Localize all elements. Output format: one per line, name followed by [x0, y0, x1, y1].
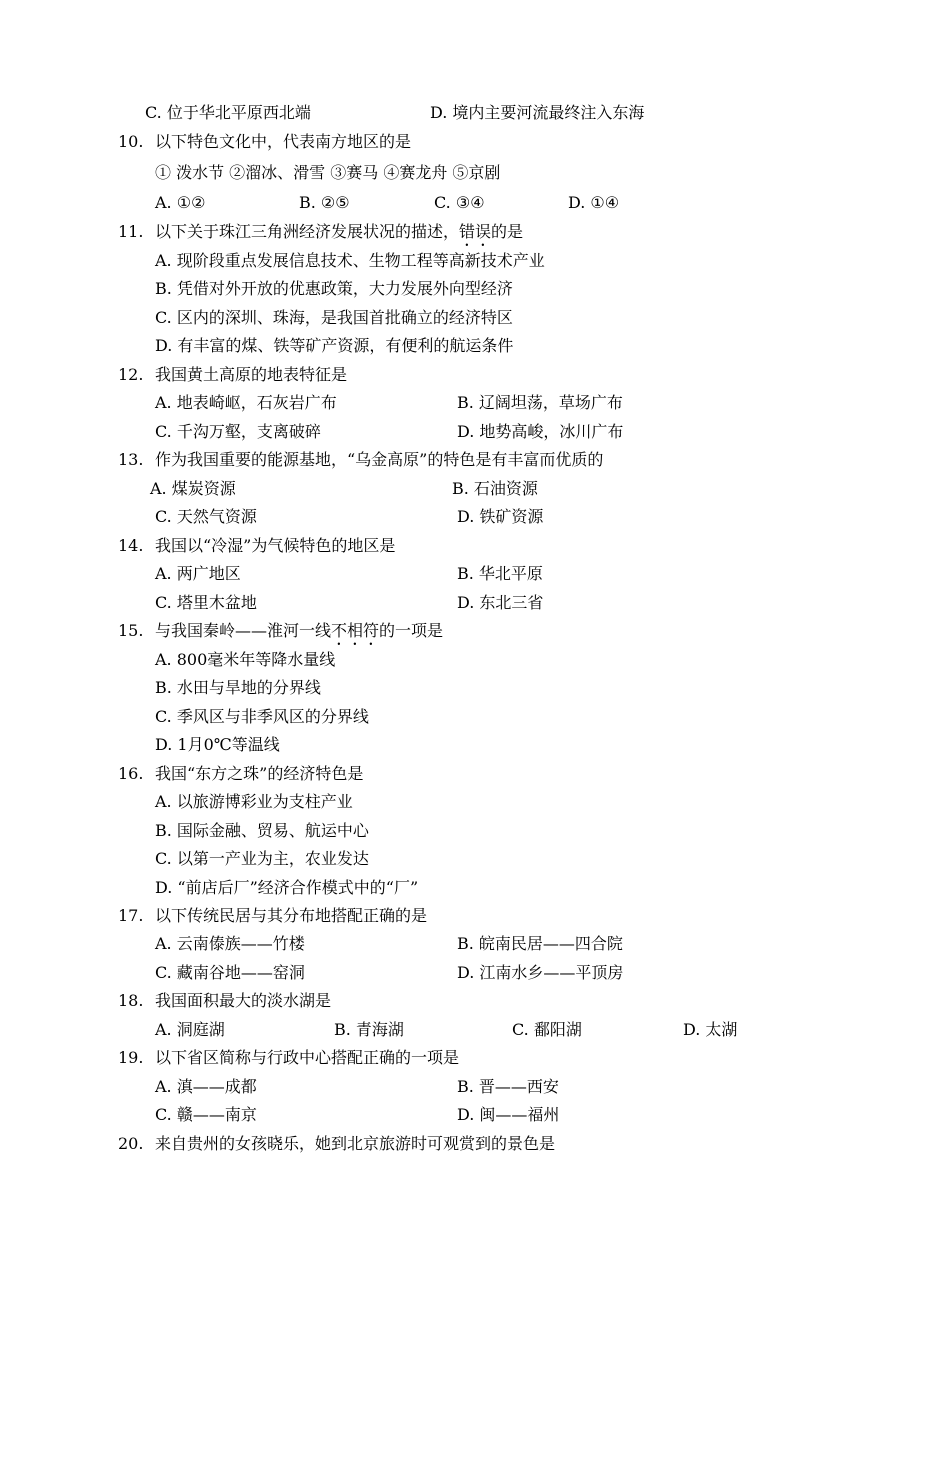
- option-c: C. 以第一产业为主，农业发达: [155, 849, 369, 868]
- option-a: A. 滇——成都: [155, 1077, 257, 1096]
- question-text: [155, 619, 443, 649]
- option-d: D. 闽——福州: [457, 1105, 560, 1124]
- option-b: B. 国际金融、贸易、航运中心: [155, 821, 369, 840]
- question-number: 17.: [118, 906, 144, 925]
- option-d: D. 江南水乡——平顶房: [457, 963, 624, 982]
- question-18-options: [0, 1018, 950, 1042]
- option-b: B. 辽阔坦荡，草场广布: [457, 393, 623, 412]
- question-number: 14.: [118, 536, 144, 555]
- question-17-options-row2: [0, 961, 950, 985]
- option-c: C. 藏南谷地——窑洞: [155, 963, 305, 982]
- question-11-stem: [0, 220, 950, 244]
- question-number: 19.: [118, 1048, 144, 1067]
- question-13-options-row1: [0, 477, 950, 501]
- question-17-stem: [0, 904, 950, 928]
- question-13-stem: [0, 448, 950, 472]
- option-c: C. 鄱阳湖: [512, 1020, 582, 1039]
- item-list: ① 泼水节 ②溜冰、滑雪 ③赛马 ④赛龙舟 ⑤京剧: [155, 163, 501, 182]
- option-d: D. 铁矿资源: [457, 507, 544, 526]
- question-11-option-d: [0, 334, 950, 358]
- question-text: 以下省区简称与行政中心搭配正确的一项是: [155, 1048, 460, 1067]
- question-14-stem: [0, 534, 950, 558]
- question-15-option-a: [0, 648, 950, 672]
- option-d: D. 地势高峻，冰川广布: [457, 422, 624, 441]
- question-14-options-row1: [0, 562, 950, 586]
- option-b: B. 水田与旱地的分界线: [155, 678, 321, 697]
- option-a: A. 煤炭资源: [150, 479, 236, 498]
- stem-before: 以下关于珠江三角洲经济发展状况的描述，: [155, 222, 460, 241]
- question-16-option-c: [0, 847, 950, 871]
- question-19-options-row2: [0, 1103, 950, 1127]
- option-d: D. 太湖: [683, 1020, 738, 1039]
- option-b: B. ②⑤: [299, 193, 350, 212]
- option-d: D. 东北三省: [457, 593, 544, 612]
- option-a: A. 以旅游博彩业为支柱产业: [155, 792, 353, 811]
- option-b: B. 石油资源: [452, 479, 538, 498]
- stem-after: 的一项是: [379, 621, 444, 640]
- question-number: 15.: [118, 621, 144, 640]
- question-text: 我国“东方之珠”的经济特色是: [155, 764, 364, 783]
- option-c: C. 千沟万壑，支离破碎: [155, 422, 321, 441]
- question-text: 以下特色文化中，代表南方地区的是: [155, 132, 412, 151]
- option-d: D. 有丰富的煤、铁等矿产资源，有便利的航运条件: [155, 336, 514, 355]
- option-d: D. “前店后厂”经济合作模式中的“厂”: [155, 878, 419, 897]
- option-c: C. ③④: [434, 193, 485, 212]
- option-c: C. 赣——南京: [155, 1105, 257, 1124]
- question-17-options-row1: [0, 932, 950, 956]
- option-b: B. 晋——西安: [457, 1077, 559, 1096]
- question-text: 作为我国重要的能源基地，“乌金高原”的特色是有丰富而优质的: [155, 450, 604, 469]
- question-text: 我国黄土高原的地表特征是: [155, 365, 348, 384]
- question-16-option-d: [0, 876, 950, 900]
- question-15-stem: [0, 619, 950, 643]
- question-text: [155, 220, 523, 250]
- question-10-items: [0, 161, 950, 185]
- option-a: A. 现阶段重点发展信息技术、生物工程等高新技术产业: [155, 251, 545, 270]
- option-a: A. 两广地区: [155, 564, 241, 583]
- question-15-option-c: [0, 705, 950, 729]
- option-c: C. 季风区与非季风区的分界线: [155, 707, 369, 726]
- option-a: A. 地表崎岖，石灰岩广布: [155, 393, 337, 412]
- question-number: 12.: [118, 365, 144, 384]
- question-12-options-row2: [0, 420, 950, 444]
- question-number: 11.: [118, 222, 144, 241]
- option-b: B. 青海湖: [334, 1020, 404, 1039]
- question-15-option-d: [0, 733, 950, 757]
- question-10-options: [0, 191, 950, 215]
- option-c: C. 位于华北平原西北端: [145, 103, 311, 122]
- question-19-options-row1: [0, 1075, 950, 1099]
- question-16-option-b: [0, 819, 950, 843]
- question-16-option-a: [0, 790, 950, 814]
- question-number: 10.: [118, 132, 144, 151]
- question-number: 16.: [118, 764, 144, 783]
- question-18-stem: [0, 989, 950, 1013]
- option-a: A. ①②: [155, 193, 206, 212]
- question-text: 来自贵州的女孩晓乐，她到北京旅游时可观赏到的景色是: [155, 1134, 556, 1153]
- question-text: 我国以“冷湿”为气候特色的地区是: [155, 536, 396, 555]
- question-number: 20.: [118, 1134, 144, 1153]
- question-14-options-row2: [0, 591, 950, 615]
- question-text: 以下传统民居与其分布地搭配正确的是: [155, 906, 428, 925]
- emphasized-word: 错误: [459, 222, 492, 241]
- question-15-option-b: [0, 676, 950, 700]
- question-text: 我国面积最大的淡水湖是: [155, 991, 332, 1010]
- question-11-option-a: [0, 249, 950, 273]
- option-a: A. 云南傣族——竹楼: [155, 934, 305, 953]
- stem-before: 与我国秦岭——淮河一线: [155, 621, 332, 640]
- question-20-stem: [0, 1132, 950, 1156]
- question-12-stem: [0, 363, 950, 387]
- question-10-stem: [0, 130, 950, 154]
- option-b: B. 华北平原: [457, 564, 543, 583]
- option-d: D. ①④: [568, 193, 620, 212]
- option-b: B. 皖南民居——四合院: [457, 934, 623, 953]
- question-19-stem: [0, 1046, 950, 1070]
- stem-after: 的是: [491, 222, 524, 241]
- question-16-stem: [0, 762, 950, 786]
- question-13-options-row2: [0, 505, 950, 529]
- option-c: C. 塔里木盆地: [155, 593, 257, 612]
- question-number: 18.: [118, 991, 144, 1010]
- question-11-option-b: [0, 277, 950, 301]
- option-d: D. 境内主要河流最终注入东海: [430, 103, 645, 122]
- emphasized-word: 不相符: [331, 621, 380, 640]
- option-c: C. 区内的深圳、珠海，是我国首批确立的经济特区: [155, 308, 513, 327]
- question-12-options-row1: [0, 391, 950, 415]
- option-c: C. 天然气资源: [155, 507, 257, 526]
- option-a: A. 洞庭湖: [155, 1020, 225, 1039]
- option-d: D. 1月0℃等温线: [155, 735, 280, 754]
- option-a: A. 800毫米年等降水量线: [155, 650, 336, 669]
- option-b: B. 凭借对外开放的优惠政策，大力发展外向型经济: [155, 279, 513, 298]
- question-11-option-c: [0, 306, 950, 330]
- question-number: 13.: [118, 450, 144, 469]
- carry-over-options: [0, 101, 950, 125]
